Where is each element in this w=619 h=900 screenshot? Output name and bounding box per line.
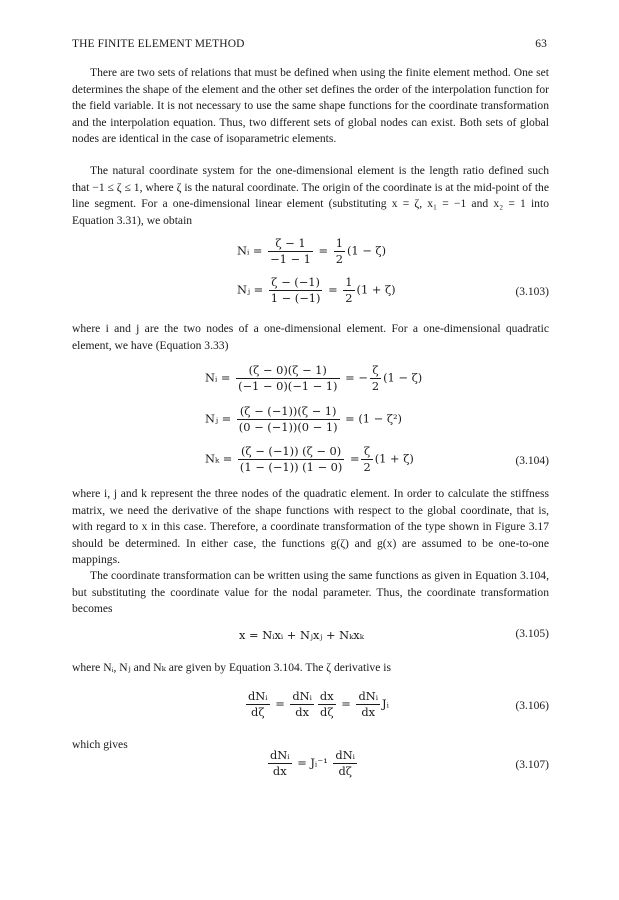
chapter-title: THE FINITE ELEMENT METHOD <box>72 38 245 50</box>
paragraph-2: The natural coordinate system for the one-dimensional element is the length ratio defined such that −1 ≤ ζ ≤ 1, where ζ is the natural coordinate. The origin of the coordinate is at the mid-point of the line segment. For a one-dimensional linear element (substituting x = ζ, x₁ = −1 and x₂ = 1 into Equation 3.31), we obtain <box>72 164 549 227</box>
running-header <box>72 38 547 54</box>
fraction: $\frac{\text{dNᵢ}}{dx}$ <box>358 689 378 719</box>
equation-3-107: $\frac{\text{dNᵢ}}{dx}$ = Jᵢ⁻¹ $\frac{\text{dNᵢ}}{d\zeta}$ <box>270 748 355 778</box>
equation-3-103-nj: Nⱼ = $\frac{\zeta - (-1)}{1 - (-1)}$ = $\frac{1}{2}$ (1 + ζ) <box>237 275 396 305</box>
fraction: $\frac{\text{dNᵢ}}{d\zeta}$ <box>248 689 268 719</box>
paragraph-5: The coordinate transformation can be written using the same functions as given in Equation 3.104, but substituting the coordinate value for the nodal parameter. Thus, the coordinate transformation becomes <box>72 569 549 616</box>
equation-3-104-ni: Nᵢ = $\frac{(\zeta - 0)(\zeta - 1)}{(-1 - 0)(-1 - 1)}$ = − $\frac{\zeta}{2}$ (1 − ζ) <box>205 363 423 393</box>
paragraph-7: which gives <box>72 738 128 751</box>
equation-number-3-106: (3.106) <box>515 700 549 712</box>
fraction: $\frac{\zeta}{2}$ <box>363 444 371 474</box>
fraction: $\frac{1}{2}$ <box>345 275 353 305</box>
fraction: $\frac{\zeta - 1}{-1 - 1}$ <box>270 236 311 266</box>
paragraph-1: There are two sets of relations that must be defined when using the finite element method. One set determines the shape of the element and the other set defines the order of the interpolation function for the field variable. It is not necessary to use the same shape functions for the coordinate transformation and the interpolation equation. Thus, two different sets of global nodes can exist. Both sets of global nodes are identical in the case of isoparametric elements. <box>72 66 549 146</box>
fraction: $\frac{1}{2}$ <box>335 236 343 266</box>
fraction: $\frac{dx}{d\zeta}$ <box>319 689 334 719</box>
fraction: $\frac{\zeta}{2}$ <box>371 363 380 393</box>
equation-3-103-ni: Nᵢ = $\frac{\zeta - 1}{-1 - 1}$ = $\frac{1}{2}$ (1 − ζ) <box>237 236 387 266</box>
fraction: $\frac{\text{dNᵢ}}{dx}$ <box>292 689 312 719</box>
equation-number-3-105: (3.105) <box>515 628 549 640</box>
equation-3-104-nj: Nⱼ = $\frac{(\zeta - (-1))(\zeta - 1)}{(0 - (-1))(0 - 1)}$ = (1 − ζ²) <box>205 404 402 434</box>
equation-number-3-103: (3.103) <box>515 286 549 298</box>
equation-3-106: $\frac{\text{dNᵢ}}{d\zeta}$ = $\frac{\text{dNᵢ}}{dx}$ $\frac{dx}{d\zeta}$ = $\frac{\text{dNᵢ}}{dx}$ Jᵢ <box>248 689 389 719</box>
paragraph-3: where i and j are the two nodes of a one-dimensional element. For a one-dimensional quadratic element, we have (Equation 3.33) <box>72 322 549 352</box>
fraction: $\frac{(\zeta - (-1))(\zeta - 1)}{(0 - (-1))(0 - 1)}$ <box>238 404 338 434</box>
equation-number-3-107: (3.107) <box>515 759 549 771</box>
fraction: $\frac{\text{dNᵢ}}{dx}$ <box>270 748 290 778</box>
paragraph-6: where Nᵢ, Nⱼ and Nₖ are given by Equation 3.104. The ζ derivative is <box>72 661 391 674</box>
fraction: $\frac{(\zeta - (-1)) (\zeta - 0)}{(1 - (-1)) (1 - 0)}$ <box>239 444 343 474</box>
fraction: $\frac{(\zeta - 0)(\zeta - 1)}{(-1 - 0)(-1 - 1)}$ <box>238 363 338 393</box>
paragraph-4: where i, j and k represent the three nodes of the quadratic element. In order to calculate the stiffness matrix, we need the derivative of the shape functions with respect to the global coordinate, that is, with regard to x in this case. Therefore, a coordinate transformation of the type shown in Figure 3.17 should be determined. In either case, the functions g(ζ) and g(x) are assumed to be one-to-one mappings. <box>72 487 549 567</box>
page-number: 63 <box>535 38 547 50</box>
fraction: $\frac{\zeta - (-1)}{1 - (-1)}$ <box>270 275 321 305</box>
equation-3-105: x = Nᵢxᵢ + Nⱼxⱼ + Nₖxₖ <box>239 628 364 642</box>
equation-3-104-nk: Nₖ = $\frac{(\zeta - (-1)) (\zeta - 0)}{(1 - (-1)) (1 - 0)}$ = $\frac{\zeta}{2}$ (1 + ζ) <box>205 444 414 474</box>
equation-number-3-104: (3.104) <box>515 455 549 467</box>
fraction: $\frac{\text{dNᵢ}}{d\zeta}$ <box>335 748 355 778</box>
